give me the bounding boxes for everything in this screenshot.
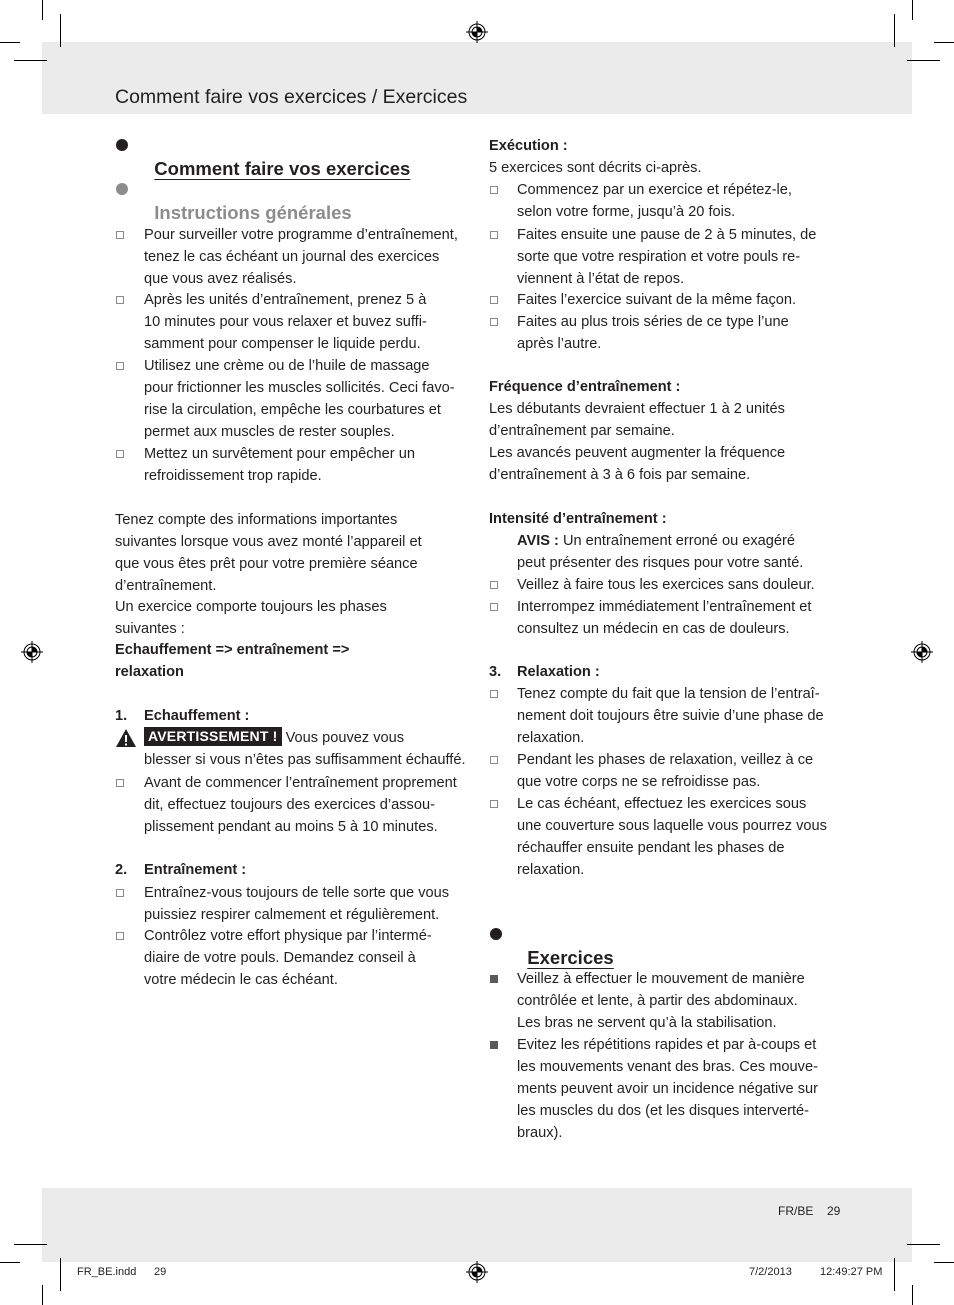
slug-date: 7/2/2013 (749, 1266, 792, 1278)
list-item-text: Avant de commencer l’entraînement proprement dit, effectuez toujours des exercices d’assou- plissement pendant au moins 5 à 10 minutes. (144, 775, 457, 835)
crop-mark (912, 1285, 913, 1305)
list-item (489, 749, 813, 793)
warning-line (144, 727, 404, 749)
square-bullet-icon (490, 690, 498, 698)
square-bullet-icon (116, 932, 124, 940)
list-item-text: Contrôlez votre effort physique par l’intermé- diaire de votre pouls. Demandez conseil à votre médecin le cas échéant. (144, 928, 432, 988)
list-item (115, 289, 427, 355)
list-item (489, 289, 796, 311)
crop-mark (42, 0, 43, 20)
notice-text: Un entraînement erroné ou exagéré (562, 533, 795, 549)
crop-mark (42, 1285, 43, 1305)
intro-paragraph: Tenez compte des informations importantes suivantes lorsque vous avez monté l’appareil et que vous êtes prêt pour votre première séance d’entraînement. (115, 512, 422, 594)
notice-text-continued: peut présenter des risques pour votre santé. (517, 555, 804, 571)
list-item-text: Evitez les répétitions rapides et par à-coups et les mouvements venant des bras. Ces mouve- ments peuvent avoir un incidence négative sur les muscles du dos (et les disques interverté- braux). (517, 1037, 818, 1141)
execution-title: Exécution : (489, 138, 568, 154)
list-item (115, 355, 455, 443)
registration-mark-icon (466, 21, 488, 43)
section-heading-text: Comment faire vos exercices (154, 158, 411, 179)
section-heading-text: Exercices (527, 947, 614, 968)
warning-text-continued: blesser si vous n’êtes pas suffisamment échauffé. (144, 752, 466, 768)
intensity-title: Intensité d’entraînement : (489, 511, 667, 527)
notice-label: AVIS : (517, 533, 559, 549)
list-item (115, 772, 457, 838)
list-item (489, 968, 805, 1034)
square-bullet-icon (116, 779, 124, 787)
step-title: Relaxation : (517, 664, 600, 680)
square-bullet-icon (490, 186, 498, 194)
crop-mark (934, 1262, 954, 1263)
square-bullet-icon (490, 756, 498, 764)
page-title: Comment faire vos exercices / Exercices (115, 86, 468, 108)
list-item (489, 793, 827, 881)
footer-band (42, 1188, 912, 1262)
list-item-text: Faites au plus trois séries de ce type l’une après l’autre. (517, 314, 789, 352)
list-item-text: Le cas échéant, effectuez les exercices sous une couverture sous laquelle vous pourrez vous réchauffer ensuite pendant les phases de relaxation. (517, 796, 827, 878)
filled-square-bullet-icon (490, 975, 498, 983)
list-item (115, 925, 432, 991)
step-number: 1. (115, 708, 128, 724)
step-number: 3. (489, 664, 502, 680)
execution-intro: 5 exercices sont décrits ci-après. (489, 160, 702, 176)
square-bullet-icon (490, 296, 498, 304)
frequency-title: Fréquence d’entraînement : (489, 379, 681, 395)
list-item-text: Commencez par un exercice et répétez-le, selon votre forme, jusqu’à 20 fois. (517, 182, 792, 220)
slug-page: 29 (154, 1266, 167, 1278)
phases-sequence: Echauffement => entraînement => relaxation (115, 642, 350, 680)
frequency-text: Les avancés peuvent augmenter la fréquence d’entraînement à 3 à 6 fois par semaine. (489, 445, 786, 483)
list-item-text: Entraînez-vous toujours de telle sorte que vous puissiez respirer calmement et régulièrement. (144, 885, 450, 923)
square-bullet-icon (116, 889, 124, 897)
list-item-text: Utilisez une crème ou de l’huile de massage pour frictionner les muscles sollicités. Ceci favo- rise la circulation, empêche les courbatures et permet aux muscles de rester souples. (144, 358, 455, 440)
square-bullet-icon (490, 581, 498, 589)
slug-filename: FR_BE.indd (77, 1266, 137, 1278)
list-item (115, 443, 415, 487)
round-bullet-icon (490, 928, 502, 940)
list-item (489, 179, 792, 223)
square-bullet-icon (116, 450, 124, 458)
section-heading-howto (115, 133, 410, 181)
crop-mark (912, 0, 913, 20)
notice-line (517, 530, 795, 552)
crop-mark (60, 14, 61, 47)
list-item (489, 683, 824, 749)
crop-mark (0, 42, 20, 43)
crop-mark (0, 1262, 20, 1263)
crop-mark (14, 1244, 47, 1245)
step-number: 2. (115, 862, 128, 878)
list-item-text: Faites ensuite une pause de 2 à 5 minutes, de sorte que votre respiration et votre pouls re- viennent à l’état de repos. (517, 227, 817, 287)
footer-language: FR/BE (778, 1204, 814, 1218)
list-item (489, 1034, 818, 1144)
crop-mark (894, 1258, 895, 1291)
list-item (489, 596, 811, 640)
warning-icon (115, 728, 137, 748)
section-heading-general-instructions (115, 177, 352, 225)
crop-mark (14, 60, 47, 61)
square-bullet-icon (116, 296, 124, 304)
section-heading-text: Instructions générales (154, 202, 352, 223)
list-item-text: Tenez compte du fait que la tension de l’entraî- nement doit toujours être suivie d’une phase de relaxation. (517, 686, 824, 746)
square-bullet-icon (116, 231, 124, 239)
registration-mark-icon (466, 1261, 488, 1283)
warning-label: AVERTISSEMENT ! (144, 727, 282, 746)
round-bullet-icon (116, 139, 128, 151)
list-item (115, 882, 449, 926)
filled-square-bullet-icon (490, 1041, 498, 1049)
warning-text: Vous pouvez vous (285, 730, 405, 746)
phases-intro-paragraph: Un exercice comporte toujours les phases suivantes : (115, 599, 387, 637)
square-bullet-icon (490, 231, 498, 239)
slug-time: 12:49:27 PM (820, 1266, 883, 1278)
list-item-text: Pendant les phases de relaxation, veillez à ce que votre corps ne se refroidisse pas. (517, 752, 814, 790)
list-item-text: Mettez un survêtement pour empêcher un refroidissement trop rapide. (144, 446, 415, 484)
page-number: 29 (827, 1204, 841, 1218)
list-item (489, 574, 815, 596)
list-item (115, 224, 458, 290)
frequency-text: Les débutants devraient effectuer 1 à 2 unités d’entraînement par semaine. (489, 401, 785, 439)
crop-mark (894, 14, 895, 47)
square-bullet-icon (490, 603, 498, 611)
crop-mark (60, 1258, 61, 1291)
list-item-text: Après les unités d’entraînement, prenez 5 à 10 minutes pour vous relaxer et buvez suffi- samment pour compenser le liquide perdu. (144, 292, 427, 352)
square-bullet-icon (490, 800, 498, 808)
list-item-text: Faites l’exercice suivant de la même façon. (517, 292, 797, 308)
registration-mark-icon (911, 641, 933, 663)
square-bullet-icon (116, 362, 124, 370)
list-item (489, 224, 816, 290)
list-item-text: Veillez à effectuer le mouvement de manière contrôlée et lente, à partir des abdominaux. Les bras ne servent qu’à la stabilisation. (517, 971, 805, 1031)
registration-mark-icon (21, 641, 43, 663)
round-bullet-icon (116, 183, 128, 195)
crop-mark (907, 60, 940, 61)
list-item-text: Veillez à faire tous les exercices sans douleur. (517, 577, 815, 593)
crop-mark (907, 1244, 940, 1245)
list-item-text: Interrompez immédiatement l’entraînement et consultez un médecin en cas de douleurs. (517, 599, 812, 637)
step-title: Entraînement : (144, 862, 247, 878)
list-item (489, 311, 789, 355)
square-bullet-icon (490, 318, 498, 326)
list-item-text: Pour surveiller votre programme d’entraînement, tenez le cas échéant un journal des exercices que vous avez réalisés. (144, 227, 458, 287)
crop-mark (934, 42, 954, 43)
section-heading-exercises (489, 922, 614, 970)
step-title: Echauffement : (144, 708, 250, 724)
